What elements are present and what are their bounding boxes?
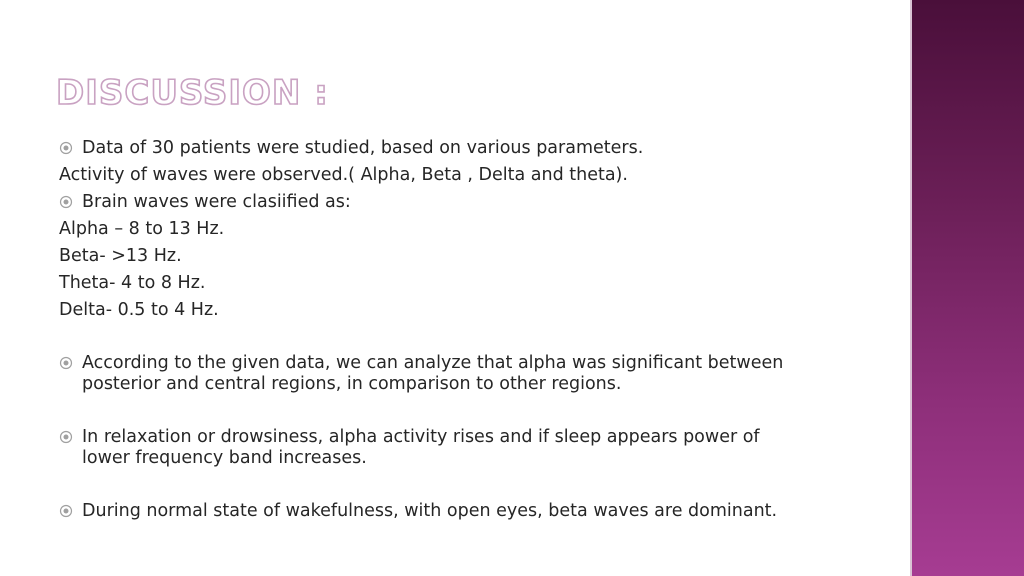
bullet-text: During normal state of wakefulness, with open eyes, beta waves are dominant. [82,501,778,521]
body-line: Theta- 4 to 8 Hz. [59,273,206,293]
bullet-text-continuation: lower frequency band increases. [82,448,367,468]
slide-title: DISCUSSION : [56,73,329,113]
bullet-text-continuation: posterior and central regions, in comparison to other regions. [82,374,622,394]
radio-dot-icon [59,356,73,370]
radio-dot-icon [59,430,73,444]
body-line: Beta- >13 Hz. [59,246,182,266]
body-line: Activity of waves were observed.( Alpha, Beta , Delta and theta). [59,165,628,185]
body-line: Alpha – 8 to 13 Hz. [59,219,225,239]
radio-dot-icon [59,141,73,155]
bullet-text: Brain waves were clasiified as: [82,192,351,212]
radio-dot-icon [59,504,73,518]
bullet-text: In relaxation or drowsiness, alpha activity rises and if sleep appears power of [82,427,760,447]
bullet-text: According to the given data, we can analyze that alpha was significant between [82,353,784,373]
bullet-text: Data of 30 patients were studied, based on various parameters. [82,138,644,158]
radio-dot-icon [59,195,73,209]
decorative-sidebar [912,0,1024,576]
body-line: Delta- 0.5 to 4 Hz. [59,300,219,320]
